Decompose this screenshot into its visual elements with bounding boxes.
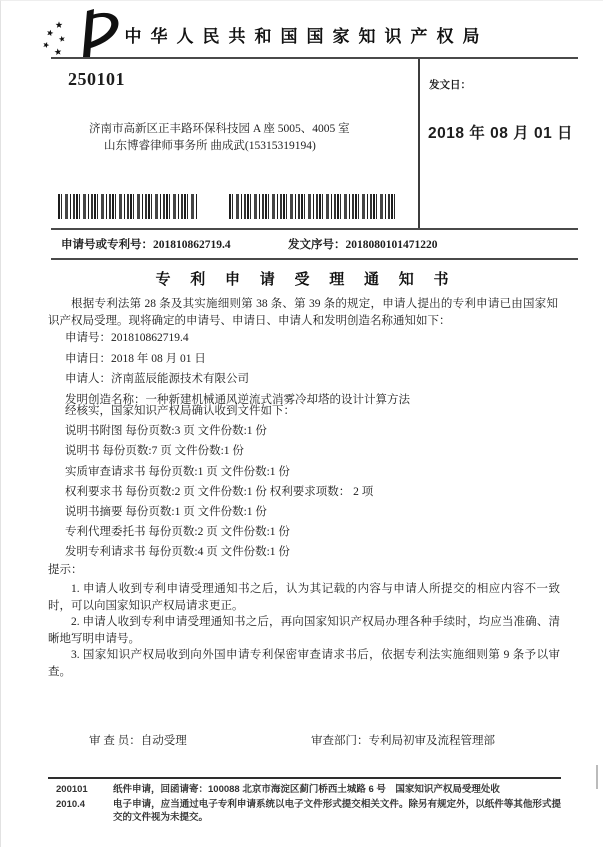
application-number: 申请号或专利号：201810862719.4 xyxy=(61,239,231,251)
intro-paragraph: 根据专利法第 28 条及其实施细则第 38 条、第 39 条的规定，申请人提出的专利申请已由国家知识产权局受理。现将确定的申请号、申请日、申请人和发明创造名称通知如下： xyxy=(48,298,558,327)
footer-form-codes xyxy=(56,783,88,812)
barcode-right xyxy=(229,194,396,219)
footer-form-revision: 2010.4 xyxy=(56,798,86,810)
examiner-value: 审 查 员：自动受理 xyxy=(89,735,187,747)
field-applicant: 申请人：济南蓝辰能源技术有限公司 xyxy=(65,373,249,385)
header-divider xyxy=(51,57,578,59)
received-file-item: 说明书 每份页数:7 页 文件份数:1 份 xyxy=(65,445,244,458)
footer-notes xyxy=(113,783,561,826)
dispatch-date-value: 2018 年 08 月 01 日 xyxy=(428,125,573,142)
received-file-item: 说明书附图 每份页数:3 页 文件份数:1 份 xyxy=(65,425,267,438)
received-file-item: 说明书摘要 每份页数:1 页 文件份数:1 份 xyxy=(65,505,267,518)
dispatch-box-divider xyxy=(418,59,420,228)
hints-section xyxy=(48,562,560,680)
footer-form-code: 200101 xyxy=(56,784,88,795)
footer-efiling-note: 电子申请，应当通过电子专利申请系统以电子文件形式提交相关文件。除另有规定外，以纸件等其他形式提交的文件视为未提交。 xyxy=(113,798,561,823)
received-file-item: 专利代理委托书 每份页数:2 页 文件份数:1 份 xyxy=(65,526,290,539)
reference-band-bottom-divider xyxy=(51,258,578,260)
received-file-item: 权利要求书 每份页数:2 页 文件份数:1 份 权利要求项数： 2 项 xyxy=(65,485,374,498)
scan-edge-artifact xyxy=(596,765,598,789)
received-files-list xyxy=(65,403,373,565)
department-value: 审查部门：专利局初审及流程管理部 xyxy=(311,735,495,747)
field-invention-title: 发明创造名称：一种新建机械通风逆流式消雾冷却塔的设计计算方法 xyxy=(65,393,410,406)
notice-title: 专 利 申 请 受 理 通 知 书 xyxy=(155,272,457,288)
postal-code: 250101 xyxy=(68,69,125,89)
barcode-left xyxy=(58,194,197,219)
agency-title: 中华人民共和国国家知识产权局 xyxy=(124,27,489,46)
received-files-heading: 经核实，国家知识产权局确认收到文件如下： xyxy=(65,405,295,417)
recipient-address-line1: 济南市高新区正丰路环保科技园 A 座 5005、4005 室 xyxy=(89,123,350,135)
footer-divider xyxy=(48,777,561,779)
hints-heading: 提示： xyxy=(48,564,83,576)
recipient-address-line2: 山东博睿律师事务所 曲成武(15315319194) xyxy=(104,140,316,152)
received-file-item: 实质审查请求书 每份页数:1 页 文件份数:1 份 xyxy=(65,465,290,478)
dispatch-date-label: 发文日： xyxy=(429,80,471,91)
footer-paper-note: 纸件申请，回函请寄：100088 北京市海淀区蓟门桥西土城路 6 号 国家知识产权局受理处收 xyxy=(113,784,500,795)
hint-item: 2. 申请人收到专利申请受理通知书之后，再向国家知识产权局办理各种手续时，均应当准确、清晰地写明申请号。 xyxy=(48,616,560,645)
field-application-date: 申请日：2018 年 08 月 01 日 xyxy=(65,352,206,365)
application-fields xyxy=(65,330,410,412)
reference-band-top-divider xyxy=(51,228,578,230)
serial-number: 发文序号：2018080101471220 xyxy=(288,239,438,251)
field-application-number: 申请号：201810862719.4 xyxy=(65,332,189,344)
received-file-item: 发明专利请求书 每份页数:4 页 文件份数:1 份 xyxy=(65,546,290,559)
hint-item: 1. 申请人收到专利申请受理通知书之后，认为其记载的内容与申请人所提交的相应内容不一致时，可以向国家知识产权局请求更正。 xyxy=(48,583,560,612)
hint-item: 3. 国家知识产权局收到向外国申请专利保密审查请求书后，依据专利法实施细则第 9 条予以审查。 xyxy=(48,649,560,678)
